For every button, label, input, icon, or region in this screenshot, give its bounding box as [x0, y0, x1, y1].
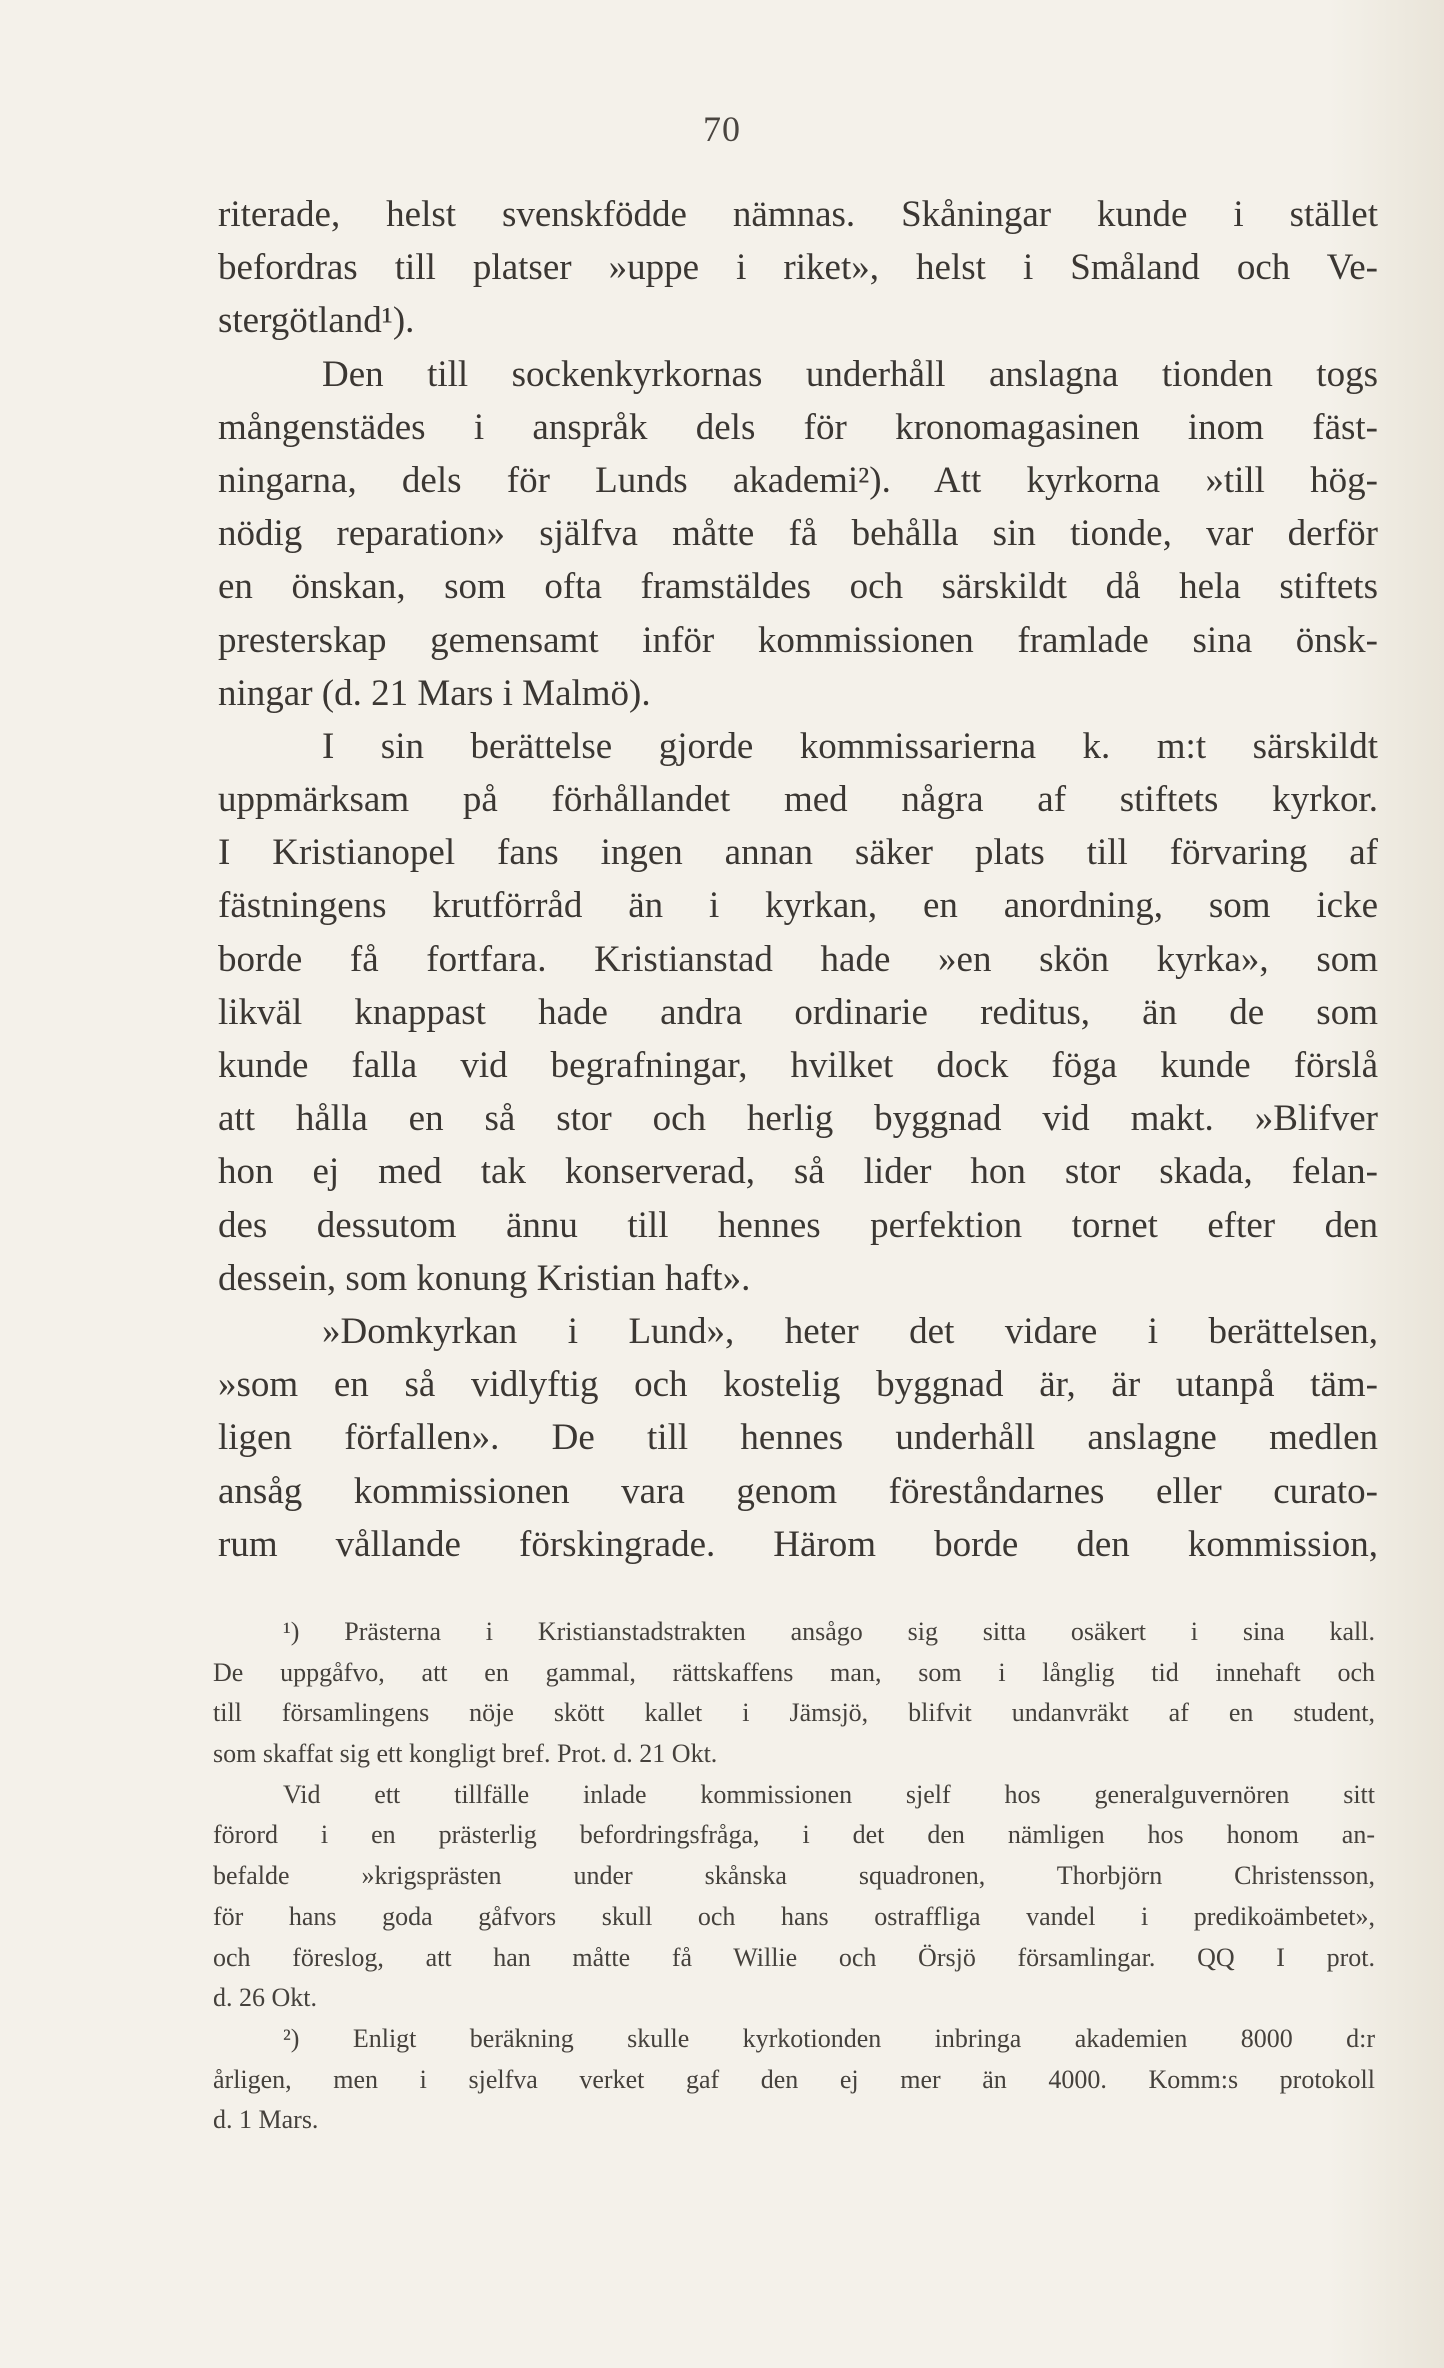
body-line: nödig reparation» själfva måtte få behålla sin tionde, var derför [218, 513, 1378, 555]
footnote-line: till församlingens nöje skött kallet i Jämsjö, blifvit undanvräkt af en student, [213, 1698, 1375, 1728]
footnote-line: förord i en prästerlig befordringsfråga, i det den nämligen hos honom an- [213, 1820, 1375, 1850]
footnote-line: årligen, men i sjelfva verket gaf den ej mer än 4000. Komm:s protokoll [213, 2064, 1375, 2094]
footnote-line: ²) Enligt beräkning skulle kyrkotionden inbringa akademien 8000 d:r [283, 2023, 1375, 2053]
body-line: ningar (d. 21 Mars i Malmö). [218, 672, 651, 714]
body-line: rum vållande förskingrade. Härom borde den kommission, [218, 1523, 1378, 1565]
body-line: presterskap gemensamt inför kommissionen framlade sina önsk- [218, 619, 1378, 661]
body-line: kunde falla vid begrafningar, hvilket dock föga kunde förslå [218, 1045, 1378, 1086]
body-line: likväl knappast hade andra ordinarie reditus, än de som [218, 991, 1378, 1033]
footnote-line: De uppgåfvo, att en gammal, rättskaffens man, som i långlig tid innehaft och [213, 1657, 1375, 1687]
footnote-line: d. 26 Okt. [213, 1983, 317, 2013]
body-line: riterade, helst svenskfödde nämnas. Skåningar kunde i stället [218, 194, 1378, 235]
body-line: dessein, som konung Kristian haft». [218, 1257, 751, 1299]
body-line: des dessutom ännu till hennes perfektion tornet efter den [218, 1204, 1378, 1246]
footnote-line: för hans goda gåfvors skull och hans ostraffliga vandel i predikoämbetet», [213, 1901, 1375, 1931]
body-text [218, 188, 1378, 1571]
footnote-line: ¹) Prästerna i Kristianstadstrakten ansågo sig sitta osäkert i sina kall. [283, 1617, 1375, 1646]
footnotes [213, 1612, 1375, 2141]
body-line: en önskan, som ofta framstäldes och särskildt då hela stiftets [218, 566, 1378, 608]
body-line: hon ej med tak konserverad, så lider hon stor skada, felan- [218, 1151, 1378, 1193]
body-line: borde få fortfara. Kristianstad hade »en skön kyrka», som [218, 938, 1378, 980]
body-line: Den till sockenkyrkornas underhåll anslagna tionden togs [322, 353, 1378, 395]
body-line: »Domkyrkan i Lund», heter det vidare i berättelsen, [322, 1310, 1378, 1352]
body-line: I Kristianopel fans ingen annan säker plats till förvaring af [218, 832, 1378, 874]
page-number: 70 [703, 109, 741, 149]
body-line: uppmärksam på förhållandet med några af stiftets kyrkor. [218, 779, 1378, 821]
body-line: att hålla en så stor och herlig byggnad vid makt. »Blifver [218, 1098, 1378, 1140]
footnote-line: d. 1 Mars. [213, 2105, 319, 2135]
body-line: ningarna, dels för Lunds akademi²). Att kyrkorna »till hög- [218, 459, 1378, 501]
footnote-line: Vid ett tillfälle inlade kommissionen sjelf hos generalguvernören sitt [283, 1779, 1375, 1809]
body-line: I sin berättelse gjorde kommissarierna k. m:t särskildt [322, 725, 1378, 767]
body-line: befordras till platser »uppe i riket», helst i Småland och Ve- [218, 247, 1378, 289]
body-line: ligen förfallen». De till hennes underhåll anslagne medlen [218, 1417, 1378, 1459]
body-line: »som en så vidlyftig och kostelig byggnad är, är utanpå täm- [218, 1364, 1378, 1406]
body-line: ansåg kommissionen vara genom föreståndarnes eller curato- [218, 1470, 1378, 1512]
footnote-line: som skaffat sig ett kongligt bref. Prot. d. 21 Okt. [213, 1739, 718, 1769]
body-line: fästningens krutförråd än i kyrkan, en anordning, som icke [218, 885, 1378, 927]
body-line: mångenstädes i anspråk dels för kronomagasinen inom fäst- [218, 406, 1378, 448]
footnote-line: och föreslog, att han måtte få Willie och Örsjö församlingar. QQ I prot. [213, 1942, 1375, 1972]
footnote-line: befalde »krigsprästen under skånska squadronen, Thorbjörn Christensson, [213, 1861, 1375, 1891]
body-line: stergötland¹). [218, 300, 415, 342]
